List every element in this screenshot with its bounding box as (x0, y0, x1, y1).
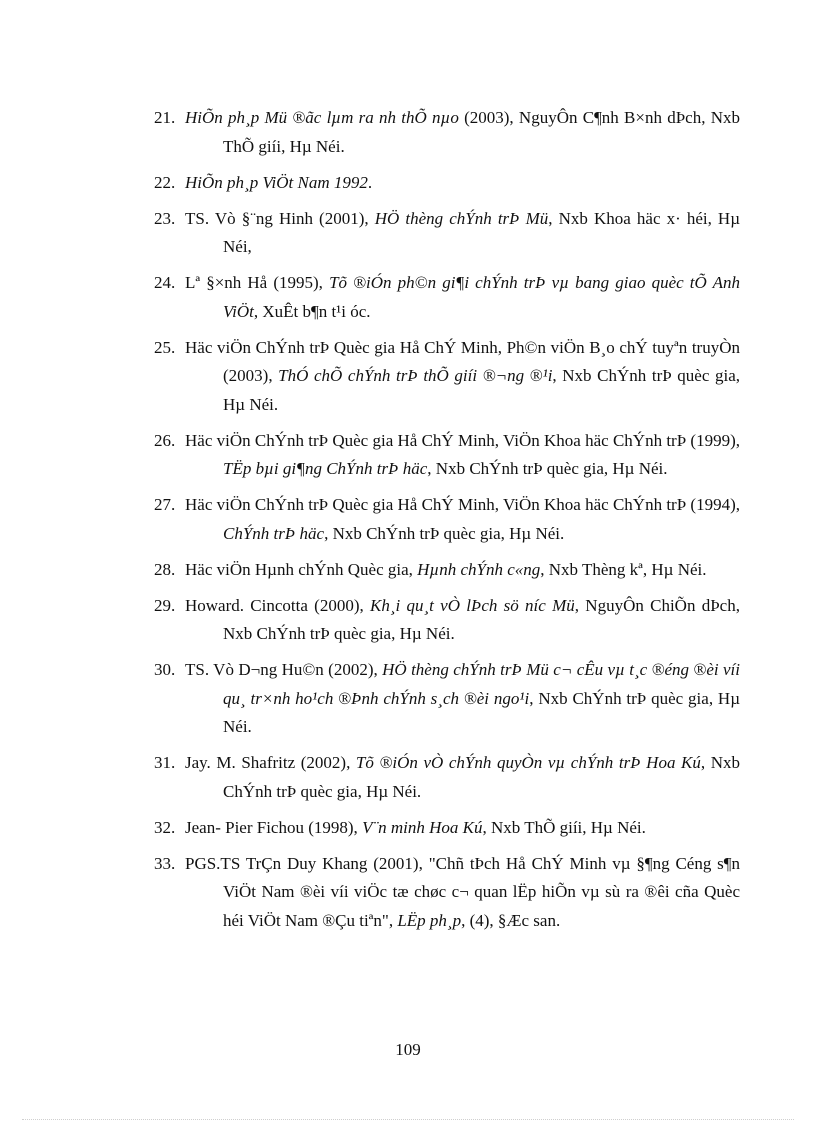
reference-number: 31. (154, 753, 176, 772)
reference-detail: Jean- Pier Fichou (1998), (185, 817, 363, 837)
reference-detail: , Nxb Khoa häc x· héi, Hµ Néi, (223, 208, 741, 256)
reference-text (185, 273, 740, 321)
reference-title: HiÕn ph¸p Mü ®ãc lµm ra nh thÕ nµo (185, 108, 459, 127)
reference-number: 23. (154, 208, 176, 228)
reference-detail: . (367, 172, 373, 192)
reference-detail: TS. Vò D¬ng Hu©n (2002), (185, 660, 383, 679)
reference-title: TËp bµi gi¶ng ChÝnh trÞ häc (223, 459, 428, 478)
reference-title: Hµnh chÝnh c«ng (417, 559, 541, 579)
reference-detail: Howard. Cincotta (2000), (185, 595, 370, 615)
reference-title: HÖ thèng chÝnh trÞ Mü (374, 208, 549, 228)
reference-item (154, 556, 740, 585)
reference-number: 22. (154, 172, 176, 192)
reference-number: 29. (154, 595, 176, 615)
reference-detail: Häc viÖn ChÝnh trÞ Quèc gia Hå ChÝ Minh, Ph©n viÖn B¸o chÝ tuyªn truyÒn (2003), (185, 337, 740, 385)
reference-title: ChÝnh trÞ häc (223, 523, 325, 543)
reference-detail: , Nxb Thèng kª, Hµ Néi. (540, 559, 707, 579)
reference-detail: Häc viÖn Hµnh chÝnh Quèc gia, (185, 559, 418, 579)
reference-item (154, 749, 740, 806)
reference-list (154, 104, 740, 943)
reference-text (185, 818, 646, 837)
page-bottom-divider (22, 1119, 794, 1120)
reference-text (185, 560, 707, 579)
reference-detail: PGS.TS TrÇn Duy Khang (2001), "Chñ tÞch Hå ChÝ Minh vµ §¶ng Céng s¶n ViÖt Nam ®èi víi viÖc tæ chøc c¬ quan lËp hiÕn vµ sù ra ®êi cña Quèc héi ViÖt Nam ®Çu tiªn", (185, 853, 740, 930)
reference-text (185, 338, 740, 414)
reference-text (185, 173, 372, 192)
reference-text (185, 431, 740, 479)
reference-detail: , (4), §Æc san. (461, 910, 561, 930)
reference-title: LËp ph¸p (397, 910, 462, 930)
reference-detail: (2003), NguyÔn C¶nh B×nh dÞch, Nxb ThÕ giíi, Hµ Néi. (223, 108, 740, 156)
reference-detail: Jay. M. Shafritz (2002), (185, 753, 356, 772)
reference-detail: , Nxb ChÝnh trÞ quèc gia, Hµ Néi. (427, 459, 668, 478)
reference-item (154, 334, 740, 420)
reference-title: Tõ ®iÓn ph©n gi¶i chÝnh trÞ vµ bang giao quèc tÕ Anh ViÖt (223, 273, 741, 321)
reference-number: 24. (154, 273, 176, 292)
reference-number: 25. (154, 337, 176, 357)
reference-number: 30. (154, 660, 176, 679)
reference-item (154, 104, 740, 161)
reference-detail: , Nxb ChÝnh trÞ quèc gia, Hµ Néi. (223, 753, 740, 801)
reference-item (154, 656, 740, 742)
reference-title: V¨n minh Hoa Kú (362, 817, 483, 837)
reference-text (185, 596, 740, 644)
reference-detail: Lª §×nh Hå (1995), (185, 273, 330, 292)
reference-number: 28. (154, 559, 176, 579)
reference-detail: , XuÊt b¶n t¹i óc. (253, 301, 371, 321)
reference-number: 21. (154, 108, 176, 127)
reference-number: 32. (154, 817, 176, 837)
reference-item (154, 169, 740, 198)
reference-detail: , Nxb ChÝnh trÞ quèc gia, Hµ Néi. (223, 366, 740, 414)
reference-detail: TS. Vò §¨ng Hinh (2001), (185, 208, 375, 228)
reference-detail: Häc viÖn ChÝnh trÞ Quèc gia Hå ChÝ Minh, ViÖn Khoa häc ChÝnh trÞ (1994), (185, 495, 740, 514)
reference-title: Tõ ®iÓn vÒ chÝnh quyÒn vµ chÝnh trÞ Hoa Kú (355, 753, 701, 772)
reference-detail: Häc viÖn ChÝnh trÞ Quèc gia Hå ChÝ Minh, ViÖn Khoa häc ChÝnh trÞ (1999), (185, 430, 740, 450)
reference-text (185, 495, 740, 543)
reference-item (154, 592, 740, 649)
reference-detail: , Nxb ThÕ giíi, Hµ Néi. (482, 817, 646, 837)
reference-text (185, 854, 740, 930)
reference-title: HiÕn ph¸p ViÖt Nam 1992 (185, 172, 368, 192)
reference-number: 26. (154, 430, 176, 450)
reference-item (154, 205, 740, 262)
page-number: 109 (395, 1040, 421, 1059)
reference-text (185, 209, 740, 257)
reference-detail: , Nxb ChÝnh trÞ quèc gia, Hµ Néi. (223, 688, 740, 736)
reference-item (154, 491, 740, 548)
reference-detail: , NguyÔn ChiÕn dÞch, Nxb ChÝnh trÞ quèc gia, Hµ Néi. (223, 595, 740, 643)
reference-text (185, 108, 740, 156)
reference-item (154, 427, 740, 484)
reference-title: Kh¸i qu¸t vÒ lÞch sö níc Mü (370, 595, 575, 615)
reference-title: HÖ thèng chÝnh trÞ Mü c¬ cÊu vµ t¸c ®éng ®èi víi qu¸ tr×nh ho¹ch ®Þnh chÝnh s¸ch ®èi ngo¹i (223, 660, 740, 708)
reference-item (154, 269, 740, 326)
reference-item (154, 814, 740, 843)
reference-detail: , Nxb ChÝnh trÞ quèc gia, Hµ Néi. (324, 523, 565, 543)
reference-number: 33. (154, 853, 176, 873)
reference-text (185, 660, 740, 736)
reference-title: ThÓ chÕ chÝnh trÞ thÕ giíi ®¬ng ®¹i (278, 366, 553, 385)
reference-item (154, 850, 740, 936)
reference-number: 27. (154, 495, 176, 514)
reference-text (185, 753, 740, 801)
